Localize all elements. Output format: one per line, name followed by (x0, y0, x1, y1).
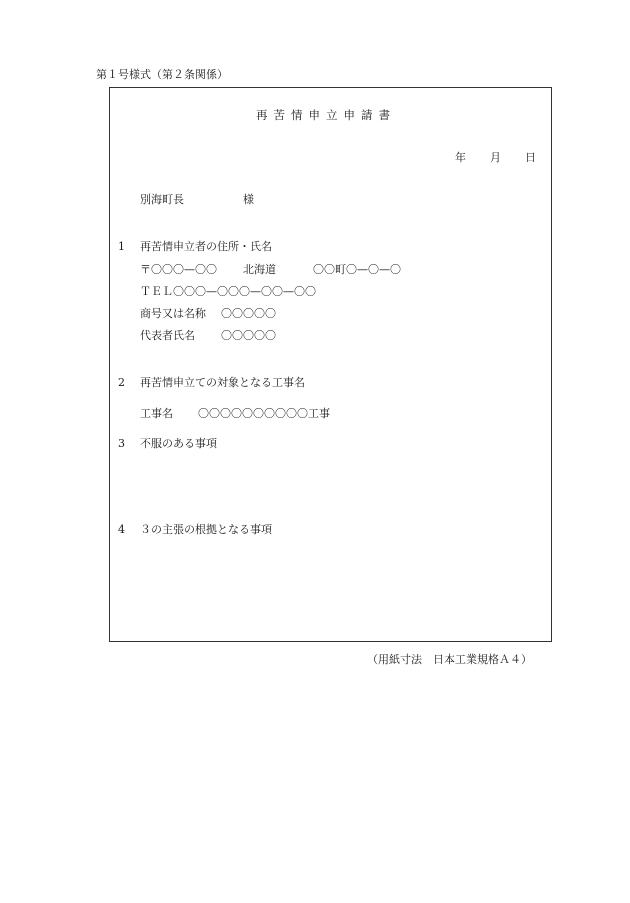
representative-label: 代表者氏名 (140, 329, 195, 342)
postal-code: 〒〇〇〇—〇〇 (140, 263, 217, 276)
prefecture: 北海道 (243, 263, 276, 276)
form-frame (109, 87, 552, 642)
company-name-label: 商号又は名称 (140, 307, 206, 320)
section1-heading: 再苦情申立者の住所・氏名 (140, 240, 272, 253)
street-address: 〇〇町〇—〇—〇 (313, 263, 401, 276)
section3-number: 3 (118, 437, 125, 450)
representative-value: 〇〇〇〇〇 (221, 329, 276, 342)
paper-size-note: （用紙寸法 日本工業規格Ａ４） (367, 653, 532, 666)
section2-heading: 再苦情申立ての対象となる工事名 (140, 376, 305, 389)
section1-number: 1 (118, 240, 125, 253)
company-name-value: 〇〇〇〇〇 (221, 307, 276, 320)
project-name-label: 工事名 (140, 407, 173, 420)
project-name-value: 〇〇〇〇〇〇〇〇〇〇工事 (198, 407, 330, 420)
form-title: 再苦情申立申請書 (256, 108, 396, 122)
form-number-label: 第１号様式（第２条関係） (96, 68, 228, 81)
section4-heading: ３の主張の根拠となる事項 (140, 523, 272, 536)
date-year: 年 (455, 151, 466, 164)
date-month: 月 (490, 151, 501, 164)
addressee-name: 別海町長 (140, 193, 184, 206)
addressee-honorific: 様 (243, 193, 254, 206)
section4-number: 4 (118, 523, 125, 536)
telephone: ＴＥＬ〇〇〇—〇〇〇—〇〇—〇〇 (140, 285, 316, 298)
section2-number: 2 (118, 376, 125, 389)
section3-heading: 不服のある事項 (140, 437, 217, 450)
date-day: 日 (525, 151, 536, 164)
